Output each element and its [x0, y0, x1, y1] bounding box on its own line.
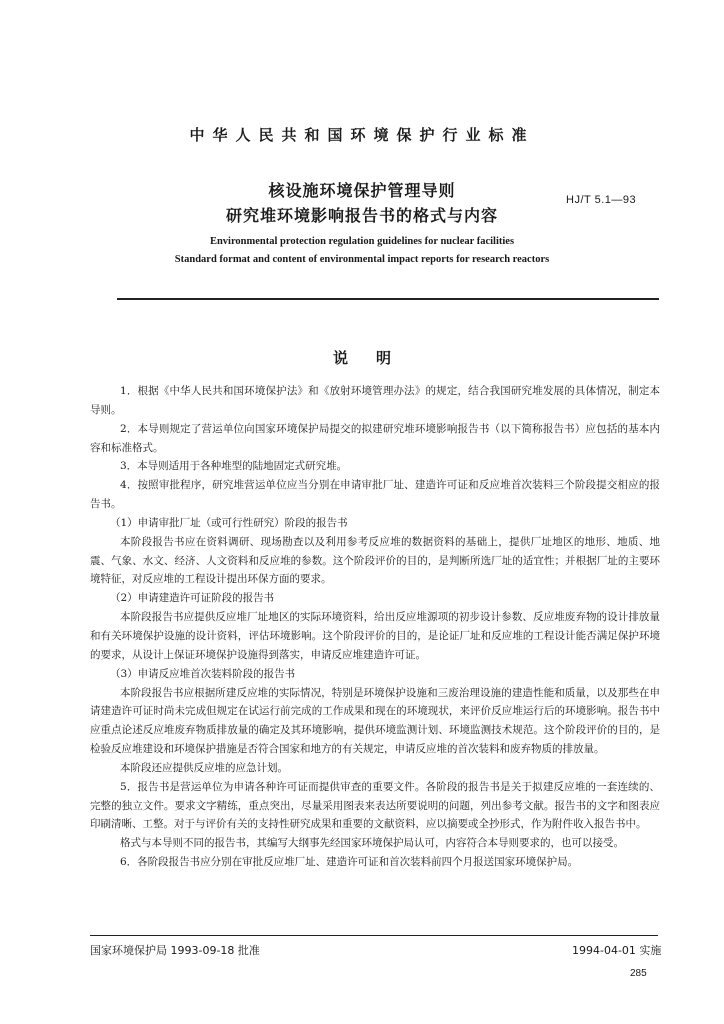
page-number: 285: [630, 968, 647, 979]
sub-heading: （1）申请审批厂址（或可行性研究）阶段的报告书: [110, 516, 348, 529]
paragraph: 6．各阶段报告书应分别在审批反应堆厂址、建造许可证和首次装料前四个月报送国家环境保护局。: [120, 856, 579, 869]
footer-divider: [90, 935, 658, 936]
section-heading: 说明: [332, 349, 419, 367]
paragraph: 本阶段报告书应在资料调研、现场勘查以及利用参考反应堆的数据资料的基础上，提供厂址地区的地形、地质、地震、气象、水文、经济、人文资料和反应堆的参数。这个阶段评价的目的，是判断所选厂址的适宜性；并根据厂址的主要环境特征，对反应堆的工程设计提出环保方面的要求。: [90, 535, 660, 586]
english-title-line-2: Standard format and content of environmental impact reports for research reactors: [174, 254, 550, 265]
implementation-date: 1994-04-01 实施: [572, 944, 662, 957]
sub-heading: （2）申请建造许可证阶段的报告书: [110, 592, 275, 605]
paragraph: 2．本导则规定了营运单位向国家环境保护局提交的拟建研究堆环境影响报告书（以下简称报告书）应包括的基本内容和标准格式。: [90, 422, 660, 454]
english-title-line-1: Environmental protection regulation guidelines for nuclear facilities: [209, 236, 515, 247]
paragraph: 本阶段报告书应提供反应堆厂址地区的实际环境资料，给出反应堆源项的初步设计参数、反应堆废弃物的设计排放量和有关环境保护设施的设计资料，评估环境影响。这个阶段评价的目的，是论证厂址和反应堆的工程设计能否满足保护环境的要求，从设计上保证环境保护设施得到落实，申请反应堆建造许可证。: [90, 611, 660, 661]
standard-title: 中华人民共和国环境保护行业标准: [189, 126, 535, 144]
paragraph: 本阶段报告书应根据所建反应堆的实际情况，特别是环境保护设施和三废治理设施的建造性能和质量，以及那些在申请建造许可证时尚未完成但规定在试运行前完成的工作成果和现在的环境现状，来评价反应堆运行后的环境影响。报告书中应重点论述反应堆废弃物质排放量的确定及其环境影响，提供环境监测计划、环境监测技术规范。这个阶段评价的目的，是检验反应堆建设和环境保护措施是否符合国家和地方的有关规定，申请反应堆的首次装料和废弃物质的排放量。: [90, 686, 660, 756]
document-title-line-1: 核设施环境保护管理导则: [268, 181, 456, 200]
document-title-line-2: 研究堆环境影响报告书的格式与内容: [225, 206, 498, 225]
paragraph: 3．本导则适用于各种堆型的陆地固定式研究堆。: [120, 460, 348, 473]
paragraph: 本阶段还应提供反应堆的应急计划。: [120, 761, 288, 774]
body-text: [90, 382, 660, 872]
paragraph: 4．按照审批程序，研究堆营运单位应当分别在申请审批厂址、建造许可证和反应堆首次装料三个阶段提交相应的报告书。: [90, 479, 660, 511]
approval-date: 国家环境保护局 1993-09-18 批准: [90, 944, 260, 957]
paragraph: 1．根据《中华人民共和国环境保护法》和《放射环境管理办法》的规定，结合我国研究堆发展的具体情况，制定本导则。: [90, 385, 660, 416]
header-divider: [117, 298, 659, 300]
paragraph: 5．报告书是营运单位为申请各种许可证而提供审查的重要文件。各阶段的报告书是关于拟建反应堆的一套连续的、完整的独立文件。要求文字精练，重点突出，尽量采用图表来表达所要说明的问题，列出参考文献。报告书的文字和图表应印刷清晰、工整。对于与评价有关的支持性研究成果和重要的文献资料，应以摘要或全抄形式，作为附件收入报告书中。: [90, 780, 660, 831]
paragraph: 格式与本导则不同的报告书，其编写大纲事先经国家环境保护局认可，内容符合本导则要求的，也可以接受。: [120, 837, 624, 850]
standard-code: HJ/T 5.1—93: [566, 194, 637, 206]
sub-heading: （3）申请反应堆首次装料阶段的报告书: [110, 667, 296, 680]
